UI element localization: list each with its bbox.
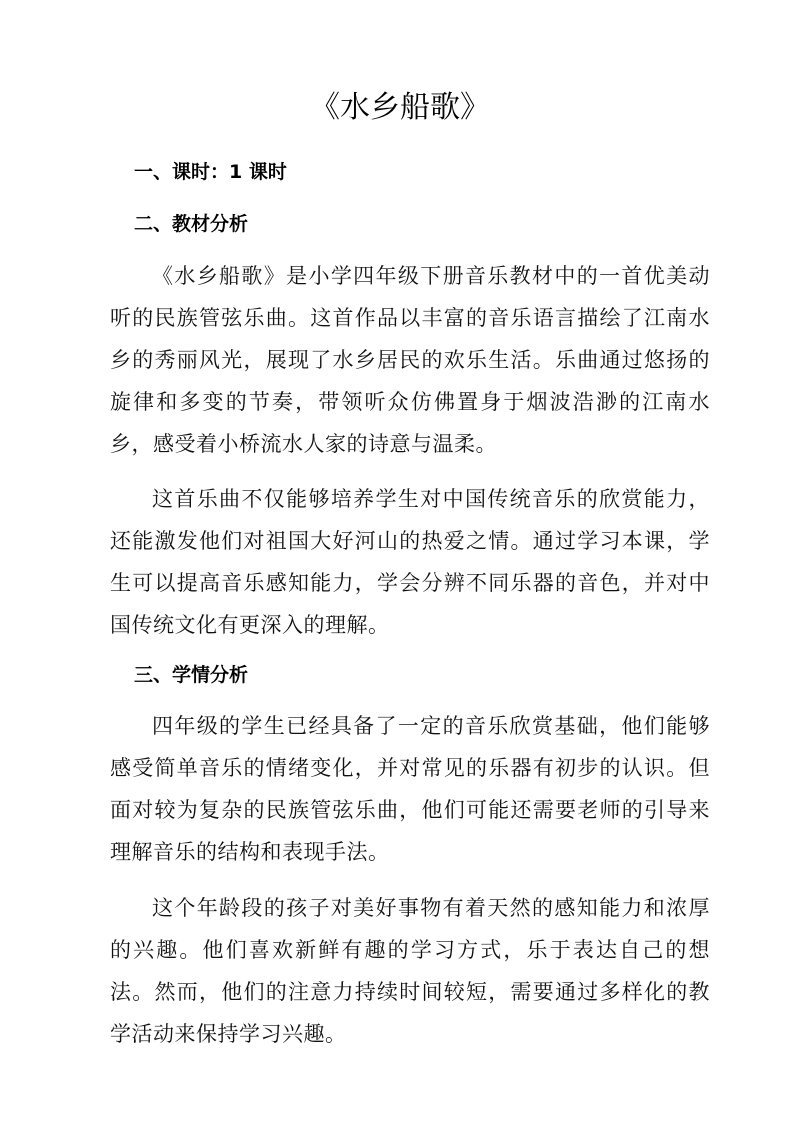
- section-heading-student-analysis: 三、学情分析: [134, 664, 249, 686]
- paragraph: 四年级的学生已经具备了一定的音乐欣赏基础，他们能够感受简单音乐的情绪变化，并对常见的乐器有初步的认识。但面对较为复杂的民族管弦乐曲，他们可能还需要老师的引导来理解音乐的结构和表现手法。: [110, 714, 710, 864]
- paragraph: 《水乡船歌》是小学四年级下册音乐教材中的一首优美动听的民族管弦乐曲。这首作品以丰富的音乐语言描绘了江南水乡的秀丽风光，展现了水乡居民的欢乐生活。乐曲通过悠扬的旋律和多变的节奏，带领听众仿佛置身于烟波浩渺的江南水乡，感受着小桥流水人家的诗意与温柔。: [110, 264, 710, 456]
- paragraph: 这个年龄段的孩子对美好事物有着天然的感知能力和浓厚的兴趣。他们喜欢新鲜有趣的学习方式，乐于表达自己的想法。然而，他们的注意力持续时间较短，需要通过多样化的教学活动来保持学习兴趣。: [110, 896, 710, 1046]
- paragraph: 这首乐曲不仅能够培养学生对中国传统音乐的欣赏能力，还能激发他们对祖国大好河山的热爱之情。通过学习本课，学生可以提高音乐感知能力，学会分辨不同乐器的音色，并对中国传统文化有更深入的理解。: [110, 487, 710, 637]
- section-heading-class-hours: 一、课时：1 课时: [134, 161, 287, 183]
- section-heading-material-analysis: 二、教材分析: [134, 213, 249, 235]
- document-title: 《水乡船歌》: [310, 90, 490, 125]
